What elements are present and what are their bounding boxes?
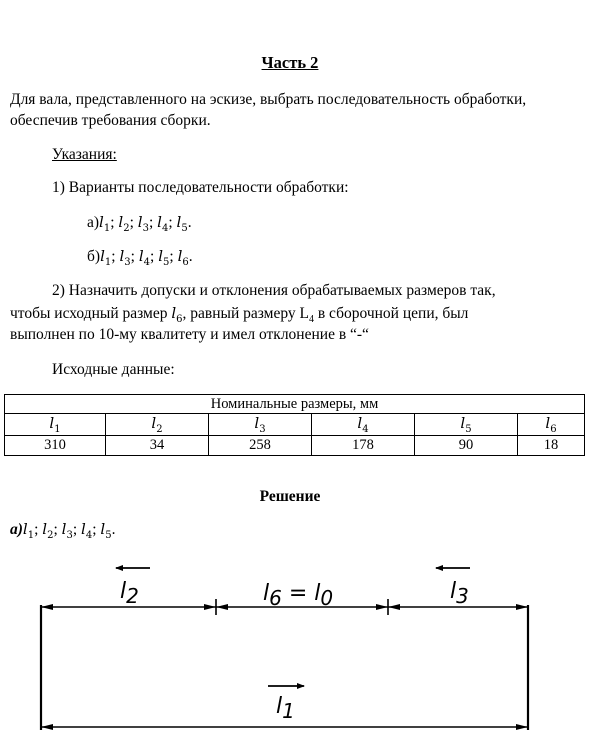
sequence-term [138,247,150,268]
table-header: Номинальные размеры, мм [5,395,585,414]
term-separator: ; [169,248,178,265]
label-l6-l0 [263,581,333,610]
term-letter: l [81,520,86,538]
col-sub: 3 [259,424,266,435]
term-separator: ; [53,521,62,538]
term-separator: ; [110,214,119,231]
label-l6-letter: l [263,581,270,606]
variant-a-sequence [99,213,192,234]
sequence-term [137,213,149,234]
term-subscript: 4 [85,530,93,541]
term-letter: l [137,213,143,231]
item2-line3: выполнен по 10-му квалитету и имел отклонение в “-“ [10,326,369,343]
label-l0-letter: l [314,581,321,606]
table-column-l5 [415,414,518,436]
table-column-l3 [209,414,312,436]
term-separator: ; [148,214,158,231]
variant-b-sequence [100,247,193,268]
table-column-l4 [312,414,415,436]
sequence-term [157,213,169,234]
term-separator: ; [130,248,139,265]
sequence-term [119,247,131,268]
term-letter: l [119,247,125,265]
term-letter: l [22,520,28,538]
term-subscript: 5 [105,530,112,541]
term-letter: l [158,247,163,265]
variant-a [87,211,192,240]
term-subscript: 3 [124,257,131,268]
term-subscript: 6 [182,257,189,268]
label-l2 [120,579,139,608]
solution-a-prefix: а) [10,521,23,538]
term-separator: ; [129,214,138,231]
term-letter: l [176,213,182,231]
term-letter: l [157,213,162,231]
term-separator: . [188,248,193,265]
label-l3 [450,579,469,608]
table-cell: 34 [106,436,209,456]
term-separator: ; [150,248,159,265]
item2-line2-before: чтобы исходный размер [10,305,172,322]
sequence-term [100,520,112,541]
table-cell: 178 [312,436,415,456]
sequence-term [177,247,189,268]
table-cell: 90 [415,436,518,456]
table-cell: 18 [518,436,585,456]
part-title: Часть 2 [261,53,319,72]
term-subscript: 3 [142,223,149,234]
term-separator: . [187,214,192,231]
term-letter: l [138,247,144,265]
term-letter: l [42,520,48,538]
term-subscript: 1 [103,223,111,234]
sequence-term [100,247,112,268]
term-separator: ; [72,521,82,538]
term-subscript: 4 [143,257,150,268]
item2-l4-sub: 4 [308,314,314,326]
col-sub: 1 [54,424,61,435]
variant-a-prefix: а) [87,214,100,231]
term-subscript: 1 [27,530,35,541]
term-separator: ; [34,521,43,538]
term-separator: ; [111,248,120,265]
table-row [5,436,585,456]
table-column-l6 [518,414,585,436]
col-letter: l [254,414,260,432]
arrowhead-l3-right [516,604,528,610]
col-letter: l [151,414,157,432]
arrowhead-l1-left [41,724,53,730]
source-data-label: Исходные данные: [52,361,175,378]
term-letter: l [61,520,67,538]
label-l2-sub: 2 [126,584,139,608]
label-l1 [276,694,295,723]
term-separator: ; [168,214,177,231]
table-cell: 310 [5,436,106,456]
term-letter: l [177,247,183,265]
term-subscript: 5 [181,223,188,234]
term-subscript: 4 [161,223,169,234]
col-sub: 5 [465,424,472,435]
dimension-chain-diagram [0,555,607,755]
dimensions-table [4,394,585,456]
label-l3-sub: 3 [456,584,469,608]
term-letter: l [100,520,106,538]
label-l0-sub: 0 [320,586,334,610]
col-letter: l [357,414,363,432]
table-header-row [5,395,585,414]
arrowhead-l6-right [376,604,388,610]
sequence-term [118,213,130,234]
solution-title: Решение [259,488,321,505]
sequence-term [158,247,170,268]
label-l6-sub: 6 [269,586,282,610]
term-subscript: 5 [163,257,170,268]
arrowhead-l1-right [516,724,528,730]
item2-var [171,304,183,325]
label-l1-letter: l [276,694,283,719]
variant-b-prefix: б) [87,248,101,265]
arrowhead-l2-left [41,604,53,610]
term-letter: l [99,213,104,231]
sequence-term [61,520,73,541]
variant-b [87,245,193,274]
sequence-term [176,213,188,234]
instructions-title: Указания: [52,146,117,163]
table-cell: 258 [209,436,312,456]
sequence-term [81,520,93,541]
col-sub: 4 [362,424,369,435]
term-separator: ; [92,521,101,538]
table-columns-row [5,414,585,436]
term-subscript: 2 [47,530,54,541]
item2-var-sub: 6 [176,314,183,325]
label-l2-letter: l [120,579,127,604]
label-l3-letter: l [450,579,457,604]
item2-line1: 2) Назначить допуски и отклонения обрабатываемых размеров так, [52,282,496,299]
item2-var-letter: l [171,304,177,322]
sequence-term [99,213,111,234]
label-eq: = [281,581,315,606]
col-sub: 2 [156,424,163,435]
solution-a-sequence [22,520,116,541]
term-subscript: 3 [66,530,73,541]
col-letter: l [460,414,466,432]
term-separator: . [111,521,116,538]
item2-line2-after: , равный размеру L [182,305,309,322]
item1-text: 1) Варианты последовательности обработки: [52,179,349,196]
term-letter: l [100,247,105,265]
task-text-line1: Для вала, представленного на эскизе, выбрать последовательность обработки, [10,91,527,108]
sequence-term [22,520,35,541]
term-letter: l [118,213,124,231]
arrowhead-l3-left [388,604,400,610]
task-text-line2: обеспечив требования сборки. [10,112,211,129]
table-column-l1 [5,414,106,436]
solution-variant-a [10,518,115,547]
item2-line2-end: в сборочной цепи, был [313,305,469,322]
term-subscript: 1 [104,257,112,268]
col-sub: 6 [550,424,557,435]
arrowhead-l2-right [204,604,216,610]
term-subscript: 2 [123,223,130,234]
sequence-term [42,520,54,541]
arrowhead-l6-left [216,604,228,610]
table-column-l2 [106,414,209,436]
label-l1-sub: 1 [282,699,295,723]
col-letter: l [49,414,55,432]
col-letter: l [545,414,551,432]
